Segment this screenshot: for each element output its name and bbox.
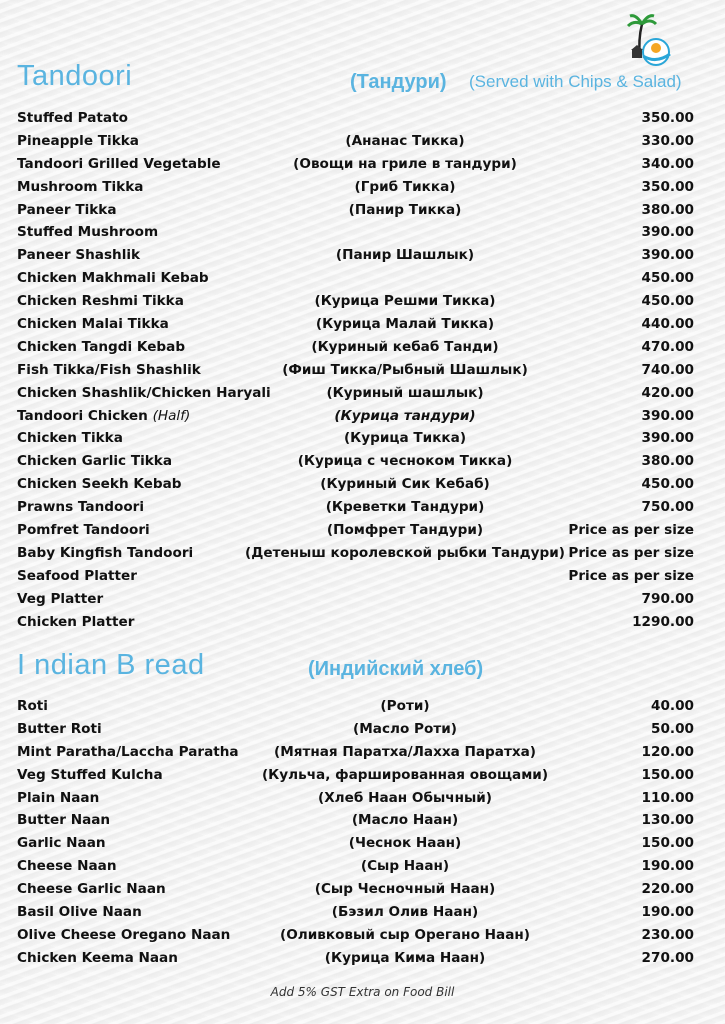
menu-item-russian-name: (Фиш Тикка/Рыбный Шашлык) — [282, 361, 528, 378]
menu-item-russian-name: (Куриный кебаб Танди) — [311, 338, 499, 355]
menu-item-russian-name: (Гриб Тикка) — [354, 178, 456, 195]
menu-item-name — [17, 450, 172, 473]
menu-item-name-text: Pomfret Tandoori — [17, 522, 150, 539]
menu-item-name-text: Veg Stuffed Kulcha — [17, 766, 163, 783]
menu-item-name — [17, 519, 150, 542]
menu-item-name-text: Chicken Keema Naan — [17, 949, 178, 966]
menu-item-name — [17, 244, 140, 267]
menu-item-price: 110.00 — [641, 789, 694, 806]
menu-item-price: 440.00 — [641, 316, 694, 333]
menu-item-name-text: Garlic Naan — [17, 835, 106, 852]
menu-item-russian-name: (Масло Наан) — [351, 812, 459, 829]
menu-item-note: (Half) — [152, 407, 191, 424]
menu-item-row — [17, 611, 694, 634]
menu-item-row — [17, 382, 694, 405]
menu-item-row — [17, 244, 694, 267]
menu-item-name — [17, 947, 178, 970]
menu-item-name-text: Paneer Tikka — [17, 201, 117, 218]
menu-item-russian-name: (Чеснок Наан) — [348, 835, 462, 852]
menu-item-price: 390.00 — [641, 247, 694, 264]
menu-item-price: Price as per size — [568, 567, 694, 584]
menu-item-row — [17, 901, 694, 924]
menu-item-russian-name: (Куриный Сик Кебаб) — [320, 476, 490, 493]
menu-item-row — [17, 267, 694, 290]
menu-item-row — [17, 924, 694, 947]
palm-tree-beach-logo-icon — [626, 12, 672, 68]
menu-item-row — [17, 588, 694, 611]
menu-item-price: Price as per size — [568, 544, 694, 561]
menu-item-row — [17, 359, 694, 382]
menu-item-name-text: Roti — [17, 698, 48, 714]
menu-item-name — [17, 855, 117, 878]
menu-item-price: 790.00 — [641, 590, 694, 607]
menu-item-name — [17, 313, 169, 336]
menu-item-row — [17, 427, 694, 450]
menu-item-price: 50.00 — [651, 720, 694, 737]
menu-item-name-text: Tandoori Chicken — [17, 407, 148, 424]
menu-item-row — [17, 176, 694, 199]
menu-item-price: 350.00 — [641, 110, 694, 126]
menu-item-row — [17, 221, 694, 244]
menu-item-price: 420.00 — [641, 384, 694, 401]
menu-item-name-text: Stuffed Mushroom — [17, 224, 159, 241]
menu-item-russian-name: (Курица Тикка) — [343, 430, 467, 447]
section-subtitle-tandoori: (Served with Chips & Salad) — [469, 72, 682, 91]
menu-item-name — [17, 336, 185, 359]
menu-item-name-text: Chicken Reshmi Tikka — [17, 293, 184, 310]
menu-item-russian-name: (Кульча, фаршированная овощами) — [261, 766, 549, 783]
menu-item-name-text: Mushroom Tikka — [17, 178, 144, 195]
menu-item-price: 450.00 — [641, 270, 694, 287]
menu-item-price: 390.00 — [641, 430, 694, 447]
menu-item-russian-name: (Креветки Тандури) — [325, 499, 485, 516]
menu-item-name-text: Chicken Malai Tikka — [17, 316, 169, 333]
menu-item-row — [17, 130, 694, 153]
menu-item-russian-name: (Бэзил Олив Наан) — [331, 904, 479, 921]
menu-item-russian-name: (Роти) — [380, 698, 430, 714]
menu-item-name — [17, 290, 184, 313]
menu-item-price: 190.00 — [641, 904, 694, 921]
menu-item-russian-name: (Хлеб Наан Обычный) — [317, 789, 493, 806]
menu-item-row — [17, 542, 694, 565]
menu-item-russian-name: (Масло Роти) — [353, 720, 457, 737]
menu-item-row — [17, 107, 694, 130]
menu-item-row — [17, 199, 694, 222]
section-title-tandoori-ru: (Тандури) — [350, 71, 447, 93]
menu-item-russian-name: (Сыр Наан) — [360, 858, 450, 875]
menu-item-price: 340.00 — [641, 155, 694, 172]
menu-item-name — [17, 611, 134, 634]
menu-item-row — [17, 695, 694, 718]
menu-item-name-text: Butter Roti — [17, 720, 102, 737]
menu-item-name — [17, 718, 102, 741]
menu-item-name — [17, 107, 128, 130]
menu-item-row — [17, 290, 694, 313]
menu-item-name — [17, 473, 182, 496]
menu-item-price: 150.00 — [641, 766, 694, 783]
menu-item-russian-name: (Курица Малай Тикка) — [315, 316, 495, 333]
menu-item-name — [17, 427, 123, 450]
menu-item-row — [17, 405, 694, 428]
menu-item-name-text: Mint Paratha/Laccha Paratha — [17, 743, 239, 760]
menu-item-price: 1290.00 — [632, 613, 694, 630]
menu-item-russian-name: (Курица тандури) — [334, 407, 476, 424]
menu-item-row — [17, 764, 694, 787]
menu-item-name — [17, 359, 201, 382]
menu-item-russian-name: (Сыр Чесночный Наан) — [314, 881, 496, 898]
menu-item-russian-name: (Детеныш королевской рыбки Тандури) — [245, 544, 565, 561]
menu-item-russian-name: (Мятная Паратха/Лахха Паратха) — [273, 743, 537, 760]
menu-item-row — [17, 718, 694, 741]
menu-item-name-text: Butter Naan — [17, 812, 111, 829]
menu-item-price: 220.00 — [641, 881, 694, 898]
menu-item-name — [17, 924, 230, 947]
menu-item-name-text: Plain Naan — [17, 789, 100, 806]
menu-item-price: 150.00 — [641, 835, 694, 852]
menu-item-price: 350.00 — [641, 178, 694, 195]
menu-item-name-text: Paneer Shashlik — [17, 247, 141, 264]
menu-item-name-text: Chicken Platter — [17, 613, 135, 630]
menu-item-russian-name: (Панир Шашлык) — [335, 247, 475, 264]
indian-bread-menu-list — [17, 695, 694, 970]
menu-item-price: 230.00 — [641, 926, 694, 943]
menu-item-name — [17, 832, 106, 855]
menu-item-name-text: Basil Olive Naan — [17, 904, 142, 921]
menu-item-name-text: Chicken Seekh Kebab — [17, 476, 182, 493]
menu-item-russian-name: (Курица Решми Тикка) — [314, 293, 496, 310]
menu-item-name-text: Veg Platter — [17, 590, 104, 607]
section-title-indian-bread-ru: (Индийский хлеб) — [308, 658, 484, 680]
menu-item-name — [17, 221, 158, 244]
menu-item-price: 380.00 — [641, 453, 694, 470]
menu-item-price: 330.00 — [641, 132, 694, 149]
section-title-tandoori: Tandoori — [17, 60, 133, 92]
menu-item-name — [17, 542, 193, 565]
menu-item-name — [17, 809, 110, 832]
menu-item-price: 740.00 — [641, 361, 694, 378]
menu-item-price: 380.00 — [641, 201, 694, 218]
menu-item-row — [17, 741, 694, 764]
menu-item-name-text: Olive Cheese Oregano Naan — [17, 926, 231, 943]
menu-item-russian-name: (Овощи на гриле в тандури) — [293, 155, 517, 172]
menu-item-name-text: Cheese Garlic Naan — [17, 881, 166, 898]
menu-item-name — [17, 153, 221, 176]
menu-item-row — [17, 832, 694, 855]
menu-item-name-text: Fish Tikka/Fish Shashlik — [17, 361, 201, 378]
menu-item-row — [17, 313, 694, 336]
menu-item-price: 270.00 — [641, 949, 694, 966]
menu-item-price: 120.00 — [641, 743, 694, 760]
menu-item-row — [17, 496, 694, 519]
menu-item-name — [17, 382, 271, 405]
menu-item-row — [17, 878, 694, 901]
menu-item-row — [17, 336, 694, 359]
menu-item-name-text: Chicken Garlic Tikka — [17, 453, 173, 470]
footer-gst-note: Add 5% GST Extra on Food Bill — [270, 985, 455, 999]
menu-item-name — [17, 496, 144, 519]
menu-item-name — [17, 588, 103, 611]
menu-item-row — [17, 809, 694, 832]
menu-item-russian-name: (Оливковый сыр Орегано Наан) — [280, 926, 530, 943]
menu-item-russian-name: (Курица с чесноком Тикка) — [297, 453, 513, 470]
menu-item-price: 190.00 — [641, 858, 694, 875]
menu-item-row — [17, 473, 694, 496]
menu-item-name — [17, 565, 137, 588]
menu-item-name — [17, 901, 142, 924]
menu-item-price: Price as per size — [568, 522, 694, 539]
menu-item-name — [17, 695, 48, 718]
menu-item-row — [17, 855, 694, 878]
menu-item-name — [17, 267, 209, 290]
menu-item-price: 470.00 — [641, 338, 694, 355]
menu-item-name — [17, 130, 139, 153]
menu-item-row — [17, 565, 694, 588]
menu-item-price: 450.00 — [641, 476, 694, 493]
menu-item-name-text: Cheese Naan — [17, 858, 117, 875]
menu-item-name — [17, 405, 190, 428]
menu-item-row — [17, 519, 694, 542]
menu-item-price: 390.00 — [641, 407, 694, 424]
section-title-indian-bread: I ndian B read — [17, 649, 205, 681]
menu-item-russian-name: (Панир Тикка) — [348, 201, 462, 218]
menu-item-russian-name: (Помфрет Тандури) — [326, 522, 484, 539]
menu-item-row — [17, 153, 694, 176]
menu-item-russian-name: (Курица Кима Наан) — [324, 949, 486, 966]
menu-item-price: 390.00 — [641, 224, 694, 241]
menu-item-name — [17, 764, 163, 787]
menu-item-price: 450.00 — [641, 293, 694, 310]
menu-item-name-text: Prawns Tandoori — [17, 499, 145, 516]
menu-item-row — [17, 947, 694, 970]
menu-item-price: 130.00 — [641, 812, 694, 829]
menu-item-name — [17, 176, 143, 199]
menu-item-russian-name: (Куриный шашлык) — [326, 384, 484, 401]
menu-item-row — [17, 787, 694, 810]
menu-item-name-text: Chicken Makhmali Kebab — [17, 270, 209, 287]
menu-item-name-text: Chicken Tangdi Kebab — [17, 338, 186, 355]
menu-item-name-text: Tandoori Grilled Vegetable — [17, 155, 221, 172]
menu-item-name-text: Chicken Tikka — [17, 430, 123, 447]
menu-item-name — [17, 199, 117, 222]
menu-item-name-text: Seafood Platter — [17, 567, 137, 584]
menu-item-row — [17, 450, 694, 473]
menu-item-name — [17, 787, 99, 810]
menu-item-price: 40.00 — [651, 698, 694, 714]
menu-item-name — [17, 741, 239, 764]
menu-item-name — [17, 878, 166, 901]
tandoori-menu-list — [17, 107, 694, 633]
menu-item-price: 750.00 — [641, 499, 694, 516]
menu-item-name-text: Stuffed Patato — [17, 110, 128, 126]
menu-item-name-text: Chicken Shashlik/Chicken Haryali — [17, 384, 271, 401]
menu-item-name-text: Pineapple Tikka — [17, 132, 139, 149]
menu-item-russian-name: (Ананас Тикка) — [345, 132, 465, 149]
menu-item-name-text: Baby Kingfish Tandoori — [17, 544, 194, 561]
